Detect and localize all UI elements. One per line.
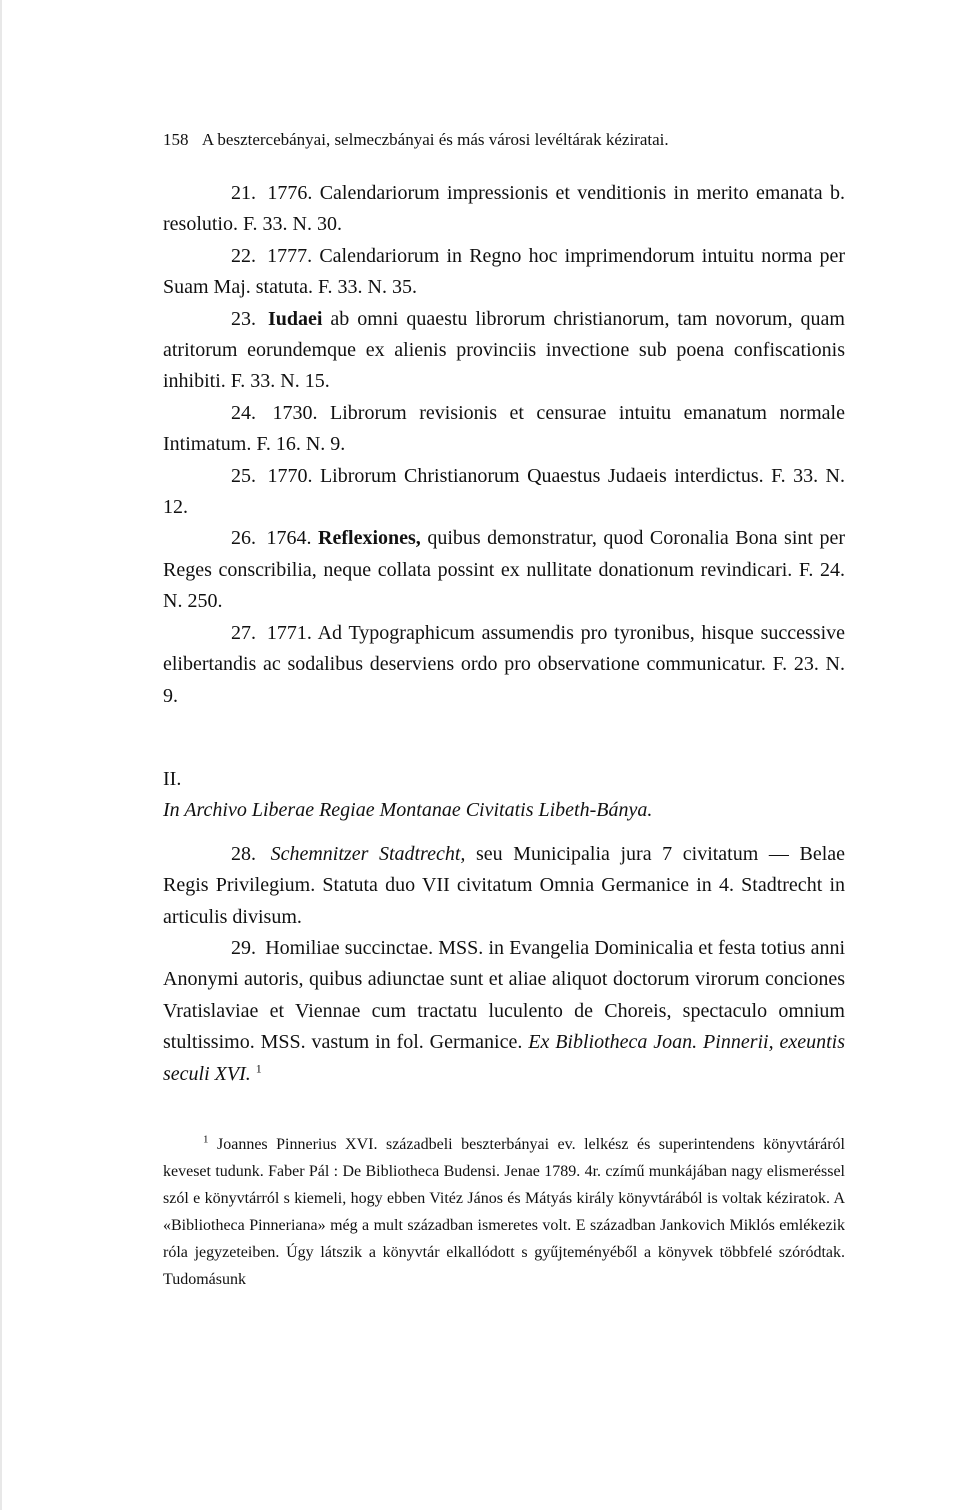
- entry-21: [163, 178, 845, 241]
- section-number: II.: [163, 767, 182, 790]
- entry-text: Calendariorum impressionis et venditionis in merito emanata b. resolutio. F. 33. N. 30.: [163, 182, 846, 236]
- page-edge: [0, 0, 2, 1510]
- entry-text: Ad Typographicum assumendis pro tyronibus, hisque successive elibertandis ac sodalibus deserviens ordo pro observatione communicatur. F. 23. N. 9.: [163, 621, 846, 707]
- entry-text: ab omni quaestu librorum christianorum, tam novorum, quam atritorum eorundemque ex alienis provinciis invectione sub poena confiscationis inhibiti. F. 33. N. 15.: [163, 307, 845, 393]
- entry-26: [163, 523, 845, 617]
- section-title: In Archivo Liberae Regiae Montanae Civitatis Libeth-Bánya.: [163, 799, 653, 822]
- entry-text: Librorum revisionis et censurae intuitu emanatum normale Intimatum. F. 16. N. 9.: [163, 401, 845, 456]
- running-title: A besztercebányai, selmeczbányai és más városi levéltárak kéziratai.: [201, 130, 669, 149]
- footnote-text: Joannes Pinnerius XVI. századbeli beszterbányai ev. lelkész és superintendens könyvtáráról keveset tudunk. Faber Pál : De Bibliotheca Budensi. Jenae 1789. 4r. czímű munkájában nagy elismeréssel szól e könyvtárról s kiemeli, hogy ebben Vitéz János és Mátyás király könyvtárából is voltak kéziratok. A «Bibliotheca Pinneriana» még a mult században ismeretes volt. E században Jankovich Miklós emlékezik róla jegyzeteiben. Úgy látszik a könyvtár elkallódott s gyűjteményéből a könyvek többfelé szóródtak. Tudomásunk: [163, 1136, 845, 1288]
- main-text: [163, 178, 845, 1090]
- entry-number: 26.: [231, 527, 256, 550]
- entry-number: 28.: [231, 842, 256, 865]
- entry-year: 1777.: [267, 244, 313, 267]
- entry-number: 29.: [231, 936, 256, 959]
- entry-text: Calendariorum in Regno hoc imprimendorum intuitu norma per Suam Maj. statuta. F. 33. N. 35.: [163, 244, 845, 299]
- entry-text: seu Municipalia jura 7 civitatum — Belae Regis Privilegium. Statuta duo VII civitatum Omnia Germanice in 4. Stadtrecht in articulis divisum.: [163, 842, 846, 928]
- entry-number: 23.: [231, 307, 256, 330]
- entry-year: 1770.: [267, 464, 313, 487]
- section-spacer: [163, 712, 845, 764]
- running-header: [163, 128, 853, 152]
- entry-29: [163, 933, 845, 1090]
- entry-22: [163, 241, 845, 304]
- entry-number: 27.: [231, 621, 256, 644]
- entry-keyword: Iudaei: [267, 307, 323, 330]
- entry-year: 1730.: [272, 401, 318, 424]
- entry-25: [163, 461, 845, 524]
- entry-year: 1771.: [266, 621, 312, 644]
- entry-year: 1764.: [266, 527, 312, 550]
- entry-year: 1776.: [267, 182, 313, 204]
- entry-24: [163, 398, 845, 461]
- footnotes: [163, 1131, 845, 1293]
- entry-keyword: Reflexiones,: [318, 527, 421, 550]
- entry-23: [163, 304, 845, 398]
- entry-number: 22.: [231, 244, 256, 267]
- entry-28: [163, 839, 845, 933]
- entry-title: Schemnitzer Stadtrecht,: [270, 842, 466, 865]
- entry-provenance: Ex Bibliotheca Joan. Pinnerii, exeuntis seculi XVI.: [163, 1031, 845, 1085]
- entry-text: Librorum Christianorum Quaestus Judaeis interdictus. F. 33. N. 12.: [163, 464, 845, 519]
- entry-number: 24.: [231, 401, 256, 424]
- footnote-reference: 1: [255, 1060, 262, 1075]
- footnote-1: [163, 1131, 845, 1293]
- entry-text: Homiliae succinctae. MSS. in Evangelia Dominicalia et festa totius anni Anonymi autoris, quibus adiunctae sunt et aliae aliquot doctorum virorum conciones Vratislaviae et Viennae cum tractatu luculento de Choreis, spectaculo omnium stultissimo. MSS. vastum in fol. Germanice.: [163, 936, 846, 1054]
- entry-27: [163, 618, 845, 712]
- entry-number: 25.: [231, 464, 256, 487]
- entry-number: 21.: [231, 182, 256, 204]
- footnote-marker: 1: [203, 1133, 209, 1146]
- page-number: 158: [163, 130, 189, 149]
- entry-text: quibus demonstratur, quod Coronalia Bona sint per Reges conscribilia, neque collata possint ex nullitate donationum revindicari. F. 24. N. 250.: [163, 527, 845, 613]
